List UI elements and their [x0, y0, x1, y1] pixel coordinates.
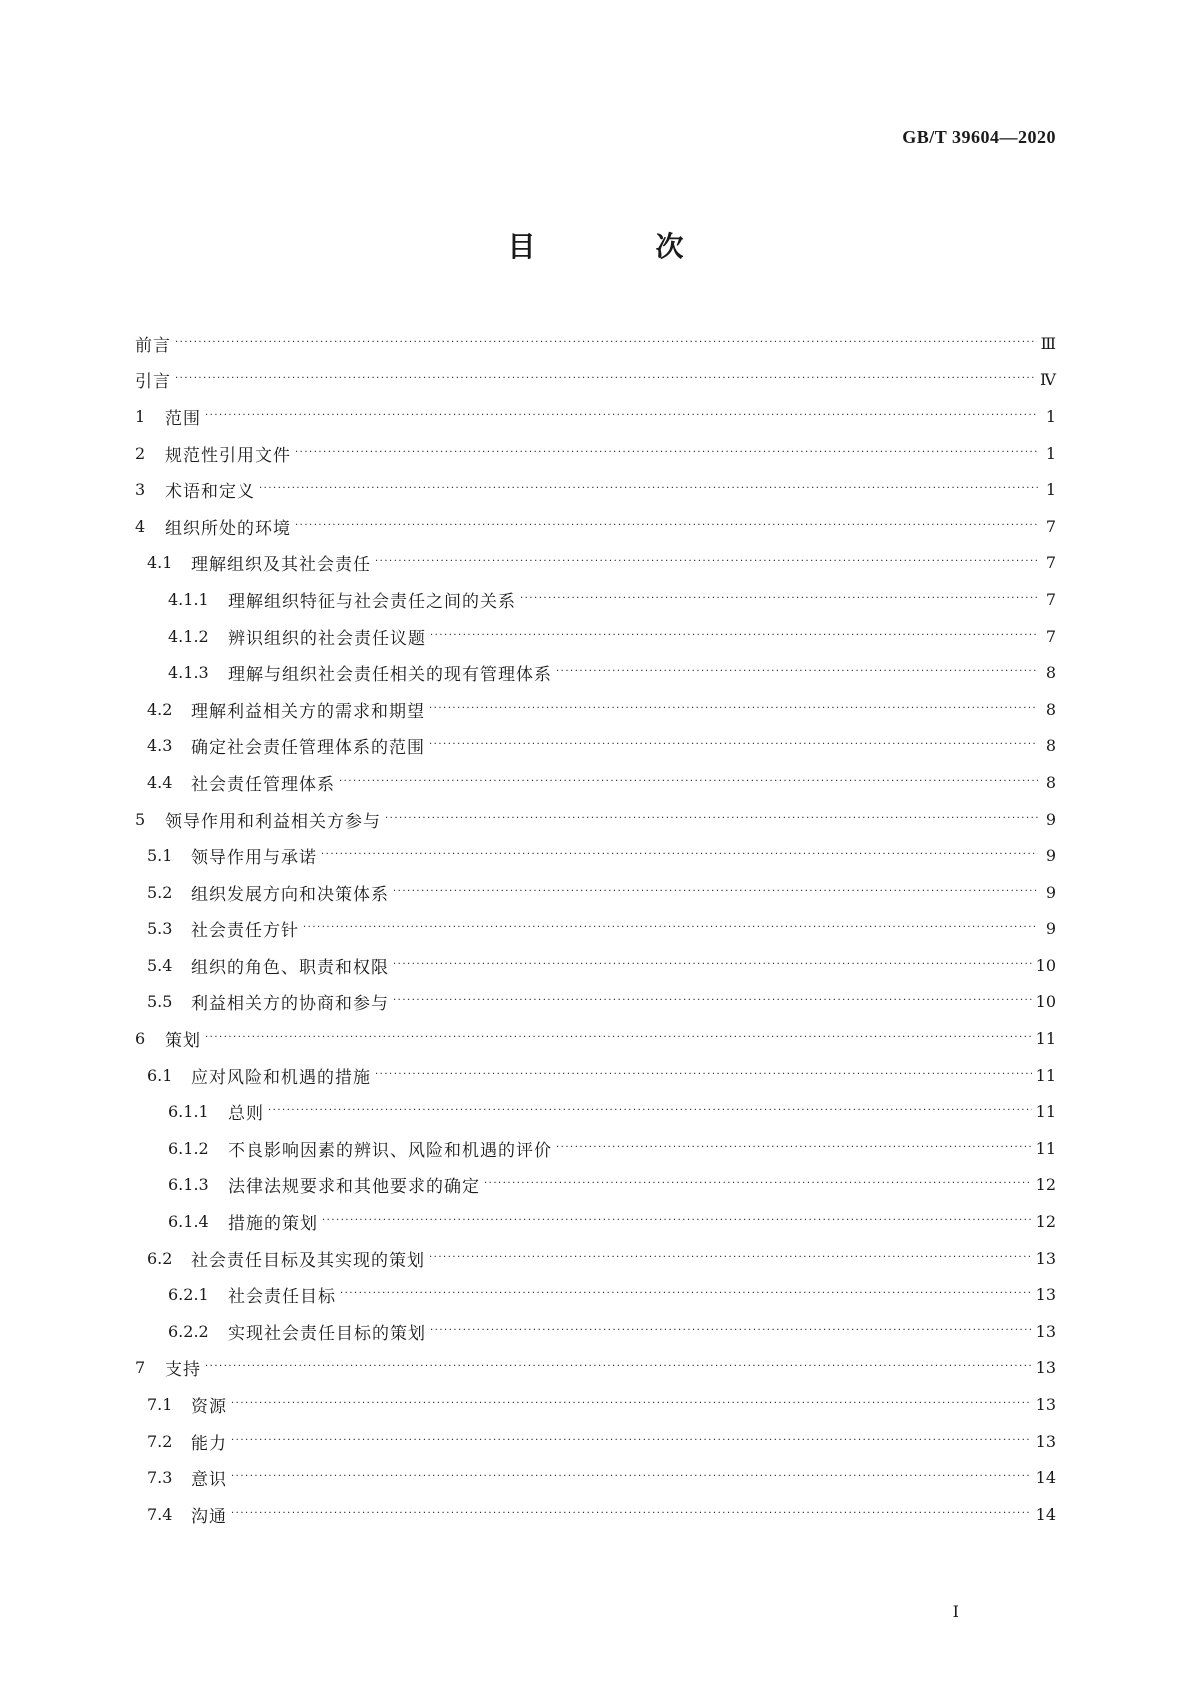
toc-leader-dots: [393, 995, 1032, 1006]
toc-entry-page: 13: [1035, 1248, 1056, 1268]
toc-leader-dots: [231, 1508, 1032, 1519]
toc-entry-label: 社会责任目标及其实现的策划: [191, 1250, 425, 1271]
toc-entry-number: 6.1: [147, 1065, 173, 1085]
toc-leader-dots: [375, 556, 1038, 567]
toc-entry[interactable]: [135, 545, 1056, 582]
toc-entry-number: 7: [135, 1358, 146, 1378]
toc-entry-label: 术语和定义: [165, 482, 255, 503]
toc-leader-dots: [556, 666, 1038, 677]
toc-entry-label: 实现社会责任目标的策划: [228, 1323, 426, 1344]
toc-entry[interactable]: [135, 728, 1056, 765]
toc-entry-page: Ⅳ: [1040, 370, 1056, 390]
toc-leader-dots: [303, 922, 1038, 933]
toc-entry[interactable]: [135, 1276, 1056, 1313]
toc-entry-page: 12: [1035, 1212, 1056, 1232]
toc-entry-page: 8: [1045, 772, 1056, 792]
toc-entry-number: 5.4: [147, 955, 173, 975]
toc-entry[interactable]: [135, 398, 1056, 435]
toc-leader-dots: [430, 630, 1038, 641]
toc-entry-page: 1: [1045, 443, 1056, 463]
toc-entry[interactable]: [135, 984, 1056, 1021]
toc-entry[interactable]: [135, 1459, 1056, 1496]
toc-entry-page: Ⅲ: [1040, 333, 1056, 353]
toc-leader-dots: [175, 373, 1036, 384]
toc-entry-number: 4.1.1: [168, 589, 209, 609]
toc-entry-number: 5.5: [147, 992, 173, 1012]
toc-entry-page: 10: [1035, 955, 1056, 975]
toc-entry-label: 总则: [228, 1104, 264, 1125]
toc-leader-dots: [231, 1471, 1032, 1482]
toc-entry-page: 11: [1035, 1065, 1056, 1085]
toc-entry-number: 6.1.2: [168, 1138, 209, 1158]
toc-entry[interactable]: [135, 947, 1056, 984]
toc-entry-page: 9: [1045, 809, 1056, 829]
toc-entry-label: 意识: [191, 1470, 227, 1491]
toc-entry-number: 7.4: [147, 1504, 173, 1524]
toc-entry-number: 5: [135, 809, 146, 829]
toc-entry-number: 4.1.2: [168, 626, 209, 646]
toc-leader-dots: [295, 520, 1038, 531]
toc-entry-label: 组织所处的环境: [165, 518, 291, 539]
toc-entry-number: 6.1.4: [168, 1212, 209, 1232]
toc-entry-label: 组织的角色、职责和权限: [191, 957, 389, 978]
toc-entry-page: 10: [1035, 992, 1056, 1012]
toc-leader-dots: [231, 1398, 1032, 1409]
toc-entry-number: 7.3: [147, 1468, 173, 1488]
toc-entry-label: 组织发展方向和决策体系: [191, 884, 389, 905]
toc-entry-page: 13: [1035, 1321, 1056, 1341]
toc-entry-label: 资源: [191, 1397, 227, 1418]
toc-leader-dots: [556, 1142, 1032, 1153]
toc-entry[interactable]: [135, 581, 1056, 618]
toc-entry[interactable]: [135, 837, 1056, 874]
toc-entry-page: 8: [1045, 699, 1056, 719]
toc-entry[interactable]: [135, 1350, 1056, 1387]
toc-entry[interactable]: [135, 1240, 1056, 1277]
toc-entry[interactable]: [135, 1093, 1056, 1130]
toc-entry-label: 范围: [165, 408, 201, 429]
toc-entry-page: 1: [1045, 406, 1056, 426]
toc-entry-page: 7: [1045, 589, 1056, 609]
toc-entry-page: 14: [1035, 1504, 1056, 1524]
toc-entry-number: 6.2: [147, 1248, 173, 1268]
toc-entry[interactable]: [135, 1496, 1056, 1533]
toc-entry[interactable]: [135, 654, 1056, 691]
toc-entry-label: 前言: [135, 335, 171, 356]
toc-entry-label: 策划: [165, 1031, 201, 1052]
toc-leader-dots: [322, 1215, 1032, 1226]
toc-entry[interactable]: [135, 1423, 1056, 1460]
toc-entry[interactable]: [135, 691, 1056, 728]
toc-entry-number: 4.1.3: [168, 663, 209, 683]
toc-leader-dots: [321, 849, 1038, 860]
toc-entry-page: 12: [1035, 1175, 1056, 1195]
toc-entry-number: 6.2.1: [168, 1285, 209, 1305]
toc-entry[interactable]: [135, 1167, 1056, 1204]
toc-entry[interactable]: [135, 1313, 1056, 1350]
toc-entry[interactable]: [135, 764, 1056, 801]
toc-entry[interactable]: [135, 1057, 1056, 1094]
toc-entry-label: 社会责任目标: [228, 1287, 336, 1308]
toc-entry[interactable]: [135, 1020, 1056, 1057]
toc-leader-dots: [205, 410, 1038, 421]
toc-entry-label: 确定社会责任管理体系的范围: [191, 738, 425, 759]
toc-entry-page: 8: [1045, 663, 1056, 683]
toc-entry-label: 领导作用和利益相关方参与: [165, 811, 381, 832]
toc-entry-page: 7: [1045, 626, 1056, 646]
toc-entry-label: 理解利益相关方的需求和期望: [191, 701, 425, 722]
toc-entry-number: 5.3: [147, 919, 173, 939]
page-title: 目 次: [507, 230, 730, 263]
toc-leader-dots: [393, 959, 1032, 970]
toc-leader-dots: [205, 1361, 1032, 1372]
toc-entry[interactable]: [135, 1130, 1056, 1167]
toc-entry-number: 4.1: [147, 553, 173, 573]
toc-entry-label: 规范性引用文件: [165, 445, 291, 466]
toc-leader-dots: [484, 1178, 1032, 1189]
toc-entry-label: 利益相关方的协商和参与: [191, 994, 389, 1015]
toc-leader-dots: [429, 703, 1038, 714]
toc-entry-page: 13: [1035, 1395, 1056, 1415]
toc-entry-number: 6.1.1: [168, 1102, 209, 1122]
toc-entry[interactable]: [135, 911, 1056, 948]
toc-entry-label: 社会责任管理体系: [191, 774, 335, 795]
toc-leader-dots: [385, 813, 1038, 824]
toc-entry-number: 2: [135, 443, 146, 463]
page-number: Ⅰ: [952, 1602, 959, 1621]
toc-entry-page: 9: [1045, 882, 1056, 902]
toc-leader-dots: [259, 483, 1038, 494]
toc-entry[interactable]: [135, 471, 1056, 508]
toc-leader-dots: [231, 1435, 1032, 1446]
toc-leader-dots: [429, 739, 1038, 750]
toc-entry-number: 4.3: [147, 736, 173, 756]
toc-leader-dots: [268, 1105, 1032, 1116]
toc-leader-dots: [175, 337, 1037, 348]
toc-entry-label: 支持: [165, 1360, 201, 1381]
toc-entry-label: 应对风险和机遇的措施: [191, 1067, 371, 1088]
toc-entry[interactable]: [135, 508, 1056, 545]
toc-entry-page: 13: [1035, 1431, 1056, 1451]
toc-entry[interactable]: [135, 801, 1056, 838]
toc-entry-number: 1: [135, 406, 146, 426]
standard-code: GB/T 39604—2020: [902, 127, 1056, 147]
toc-entry-number: 6.1.3: [168, 1175, 209, 1195]
toc-entry-page: 1: [1045, 480, 1056, 500]
toc-leader-dots: [429, 1252, 1032, 1263]
toc-entry-number: 3: [135, 480, 146, 500]
toc-entry[interactable]: [135, 1203, 1056, 1240]
toc-entry-number: 7.2: [147, 1431, 173, 1451]
toc-leader-dots: [295, 447, 1038, 458]
table-of-contents: [135, 325, 1056, 1533]
toc-entry[interactable]: [135, 325, 1056, 362]
toc-entry-label: 法律法规要求和其他要求的确定: [228, 1177, 480, 1198]
toc-entry-number: 7.1: [147, 1395, 173, 1415]
toc-entry[interactable]: [135, 362, 1056, 399]
toc-entry-label: 辨识组织的社会责任议题: [228, 628, 426, 649]
toc-entry-number: 6: [135, 1029, 146, 1049]
toc-entry[interactable]: [135, 618, 1056, 655]
toc-entry[interactable]: [135, 435, 1056, 472]
toc-entry-page: 7: [1045, 516, 1056, 536]
toc-entry-number: 4.4: [147, 772, 173, 792]
toc-entry-page: 14: [1035, 1468, 1056, 1488]
toc-entry-page: 9: [1045, 846, 1056, 866]
toc-entry[interactable]: [135, 874, 1056, 911]
toc-leader-dots: [205, 1032, 1032, 1043]
toc-entry-number: 4: [135, 516, 146, 536]
toc-entry-page: 11: [1035, 1029, 1056, 1049]
toc-entry-label: 理解与组织社会责任相关的现有管理体系: [228, 665, 552, 686]
toc-entry-label: 社会责任方针: [191, 921, 299, 942]
toc-entry-label: 不良影响因素的辨识、风险和机遇的评价: [228, 1140, 552, 1161]
toc-entry-label: 理解组织特征与社会责任之间的关系: [228, 591, 516, 612]
toc-entry-page: 8: [1045, 736, 1056, 756]
toc-entry-label: 领导作用与承诺: [191, 848, 317, 869]
toc-entry-page: 13: [1035, 1358, 1056, 1378]
toc-entry-label: 能力: [191, 1433, 227, 1454]
toc-entry-label: 沟通: [191, 1506, 227, 1527]
toc-entry-label: 措施的策划: [228, 1214, 318, 1235]
toc-leader-dots: [339, 776, 1038, 787]
toc-leader-dots: [393, 886, 1038, 897]
toc-entry-page: 11: [1035, 1102, 1056, 1122]
toc-leader-dots: [520, 593, 1038, 604]
toc-entry-number: 6.2.2: [168, 1321, 209, 1341]
toc-entry-label: 引言: [135, 372, 171, 393]
toc-leader-dots: [430, 1325, 1032, 1336]
toc-entry-number: 5.1: [147, 846, 173, 866]
toc-entry-number: 4.2: [147, 699, 173, 719]
toc-entry-page: 13: [1035, 1285, 1056, 1305]
toc-entry-label: 理解组织及其社会责任: [191, 555, 371, 576]
toc-leader-dots: [375, 1069, 1032, 1080]
toc-entry-page: 7: [1045, 553, 1056, 573]
toc-entry[interactable]: [135, 1386, 1056, 1423]
toc-entry-number: 5.2: [147, 882, 173, 902]
toc-entry-page: 11: [1035, 1138, 1056, 1158]
toc-entry-page: 9: [1045, 919, 1056, 939]
toc-leader-dots: [340, 1288, 1032, 1299]
